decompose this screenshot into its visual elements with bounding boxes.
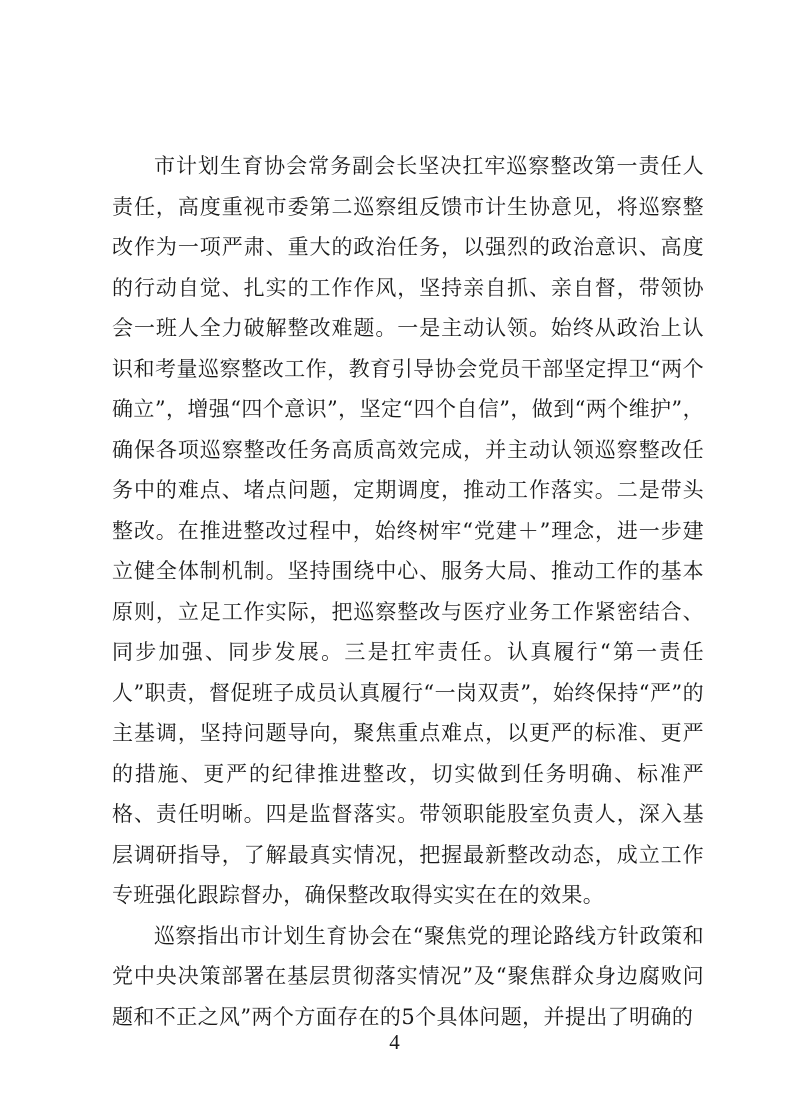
paragraph-1: 市计划生育协会常务副会长坚决扛牢巡察整改第一责任人责任，高度重视市委第二巡察组反馈市计生协意见，将巡察整改作为一项严肃、重大的政治任务，以强烈的政治意识、高度的行动自觉、扎实的工作作风，坚持亲自抓、亲自督，带领协会一班人全力破解整改难题。一是主动认领。始终从政治上认识和考量巡察整改工作，教育引导协会党员干部坚定捍卫“两个确立”，增强“四个意识”，坚定“四个自信”，做到“两个维护”，确保各项巡察整改任务高质高效完成，并主动认领巡察整改任务中的难点、堵点问题，定期调度，推动工作落实。二是带头整改。在推进整改过程中，始终树牢“党建＋”理念，进一步建立健全体制机制。坚持围绕中心、服务大局、推动工作的基本原则，立足工作实际，把巡察整改与医疗业务工作紧密结合、同步加强、同步发展。三是扛牢责任。认真履行“第一责任人”职责，督促班子成员认真履行“一岗双责”，始终保持“严”的主基调，坚持问题导向，聚焦重点难点，以更严的标准、更严的措施、更严的纪律推进整改，切实做到任务明确、标准严格、责任明晰。四是监督落实。带领职能股室负责人，深入基层调研指导，了解最真实情况，把握最新整改动态，成立工作专班强化跟踪督办，确保整改取得实实在在的效果。 bbox=[112, 154, 704, 907]
paragraph-2: 巡察指出市计划生育协会在“聚焦党的理论路线方针政策和党中央决策部署在基层贯彻落实情况”及“聚焦群众身边腐败问题和不正之风”两个方面存在的5个具体问题，并提出了明确的 bbox=[112, 923, 704, 1029]
page-number: 4 bbox=[389, 1030, 400, 1054]
body-text bbox=[112, 146, 704, 1037]
